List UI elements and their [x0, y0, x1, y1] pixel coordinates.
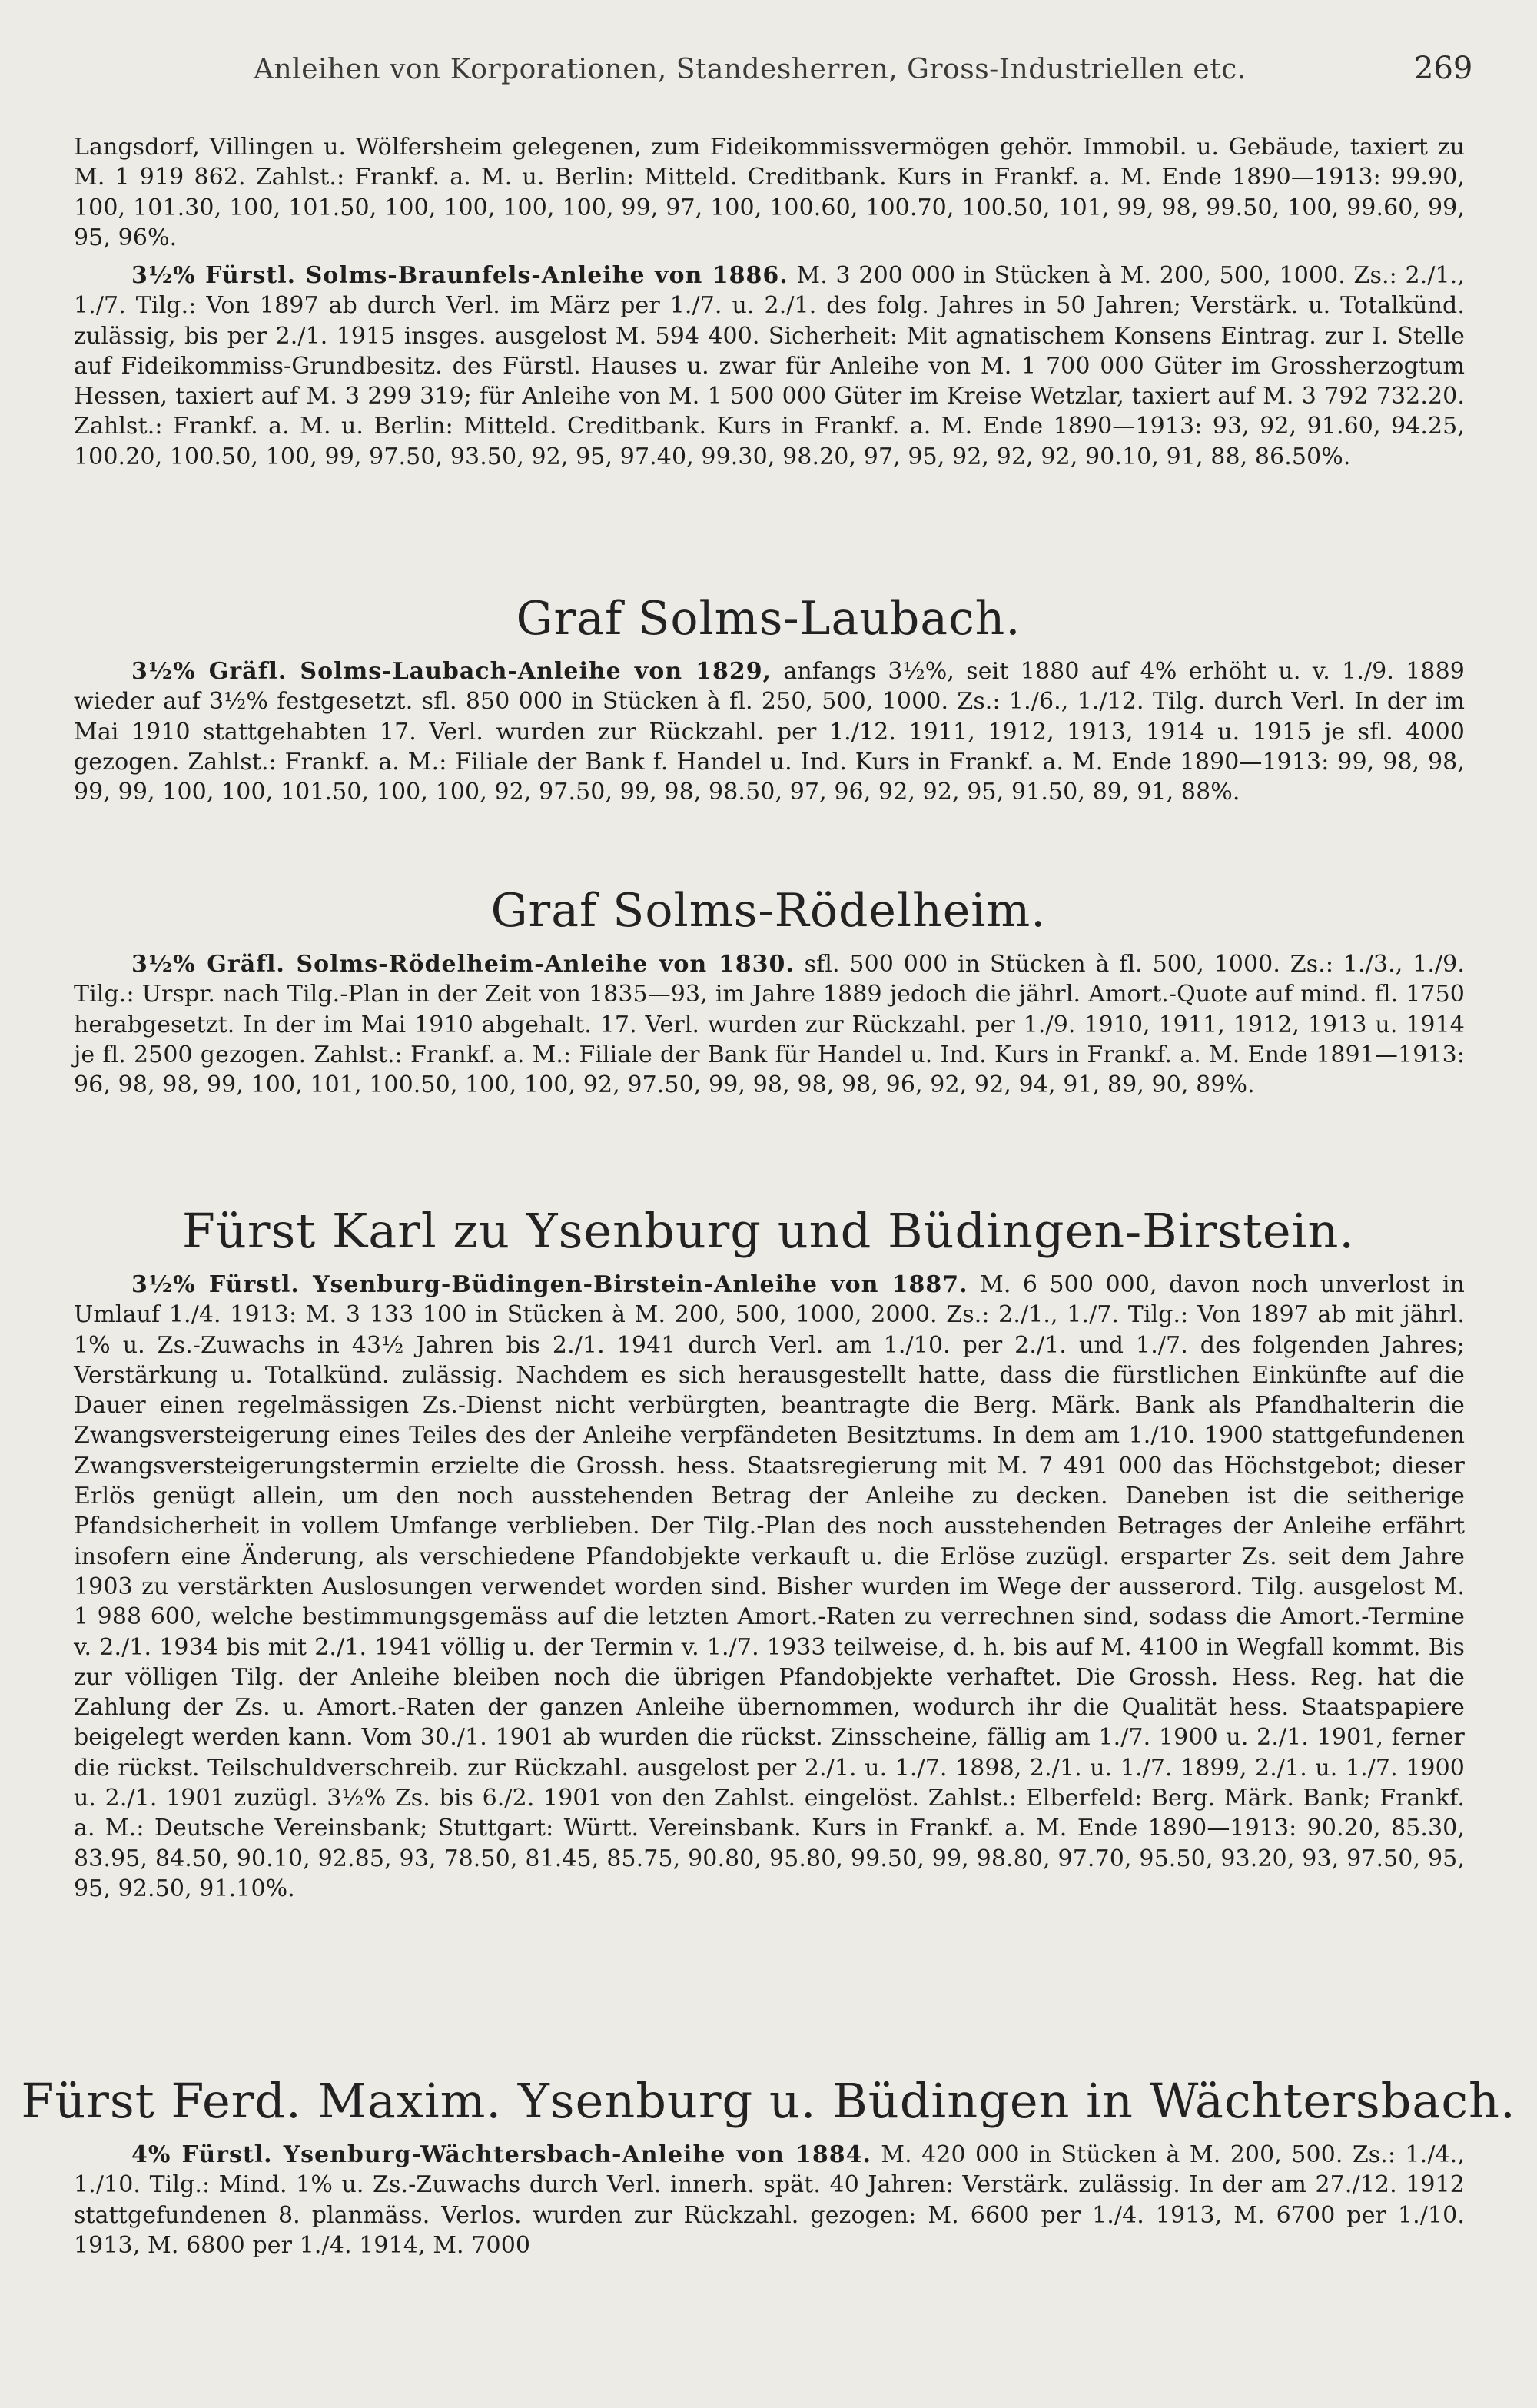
langsdorf-text: Langsdorf, Villingen u. Wölfersheim gelegenen, zum Fideikommissvermögen gehör. Immobil. u. Gebäude, taxiert zu M. 1 919 862. Zahlst.: Frankf. a. M. u. Berlin: Mitteld. Creditbank. Kurs in Frankf. a. M. Ende 1890—1913: 99.90, 100, 101.30, 100, 101.50, 100, 100, 100, 100, 99, 97, 100, 100.60, 100.70, 100.50, 101, 99, 98, 99.50, 100, 99.60, 99, 95, 96%.	[74, 134, 1465, 251]
running-title: Anleihen von Korporationen, Standesherren, Gross-Industriellen etc.	[254, 54, 1247, 85]
braunfels-title: 3½% Fürstl. Solms-Braunfels-Anleihe von 1886.	[131, 262, 788, 289]
solms-roedelheim-title: 3½% Gräfl. Solms-Rödelheim-Anleihe von 1830.	[131, 951, 795, 978]
waechtersbach-heading: Fürst Ferd. Maxim. Ysenburg u. Büdingen in Wächtersbach.	[21, 2073, 1516, 2129]
solms-laubach-body: anfangs 3½%, seit 1880 auf 4% erhöht u. v. 1./9. 1889 wieder auf 3½% festgesetzt. sfl. 850 000 in Stücken à fl. 250, 500, 1000. Zs.: 1./6., 1./12. Tilg. durch Verl. In der im Mai 1910 stattgehabten 17. Verl. wurden zur Rückzahl. per 1./12. 1911, 1912, 1913, 1914 u. 1915 je sfl. 4000 gezogen. Zahlst.: Frankf. a. M.: Filiale der Bank f. Handel u. Ind. Kurs in Frankf. a. M. Ende 1890—1913: 99, 98, 98, 99, 99, 100, 100, 101.50, 100, 100, 92, 97.50, 99, 98, 98.50, 97, 96, 92, 92, 95, 91.50, 89, 91, 88%.	[74, 658, 1465, 806]
ysenburg-birstein-entry	[74, 1270, 1465, 1904]
ysenburg-birstein-heading: Fürst Karl zu Ysenburg und Büdingen-Birstein.	[181, 1203, 1356, 1259]
solms-laubach-paragraph	[74, 656, 1465, 807]
braunfels-paragraph	[74, 261, 1465, 472]
page-number: 269	[1414, 51, 1473, 86]
ysenburg-birstein-body: M. 6 500 000, davon noch unverlost in Umlauf 1./4. 1913: M. 3 133 100 in Stücken à M. 200, 500, 1000, 2000. Zs.: 2./1., 1./7. Tilg.: Von 1897 ab mit jährl. 1% u. Zs.-Zuwachs in 43½ Jahren bis 2./1. 1941 durch Verl. am 1./10. per 2./1. und 1./7. des folgenden Jahres; Verstärkung u. Totalkünd. zulässig. Nachdem es sich herausgestellt hatte, dass die fürstlichen Einkünfte auf die Dauer einen regelmässigen Zs.-Dienst nicht verbürgten, beantragte die Berg. Märk. Bank als Pfandhalterin die Zwangsversteigerung eines Teiles des der Anleihe verpfändeten Besitztums. In dem am 1./10. 1900 stattgefundenen Zwangsversteigerungstermin erzielte die Grossh. hess. Staatsregierung mit M. 7 491 000 das Höchstgebot; dieser Erlös genügt allein, um den noch ausstehenden Betrag der Anleihe zu decken. Daneben ist die seitherige Pfandsicherheit in vollem Umfange verblieben. Der Tilg.-Plan des noch ausstehenden Betrages der Anleihe erfährt insofern eine Änderung, als verschiedene Pfandobjekte verkauft u. die Erlöse zuzügl. ersparter Zs. seit dem Jahre 1903 zu verstärkten Auslosungen verwendet worden sind. Bisher wurden im Wege der ausserord. Tilg. ausgelost M. 1 988 600, welche bestimmungsgemäss auf die letzten Amort.-Raten zu verrechnen sind, sodass die Amort.-Termine v. 2./1. 1934 bis mit 2./1. 1941 völlig u. der Termin v. 1./7. 1933 teilweise, d. h. bis auf M. 4100 in Wegfall kommt. Bis zur völligen Tilg. der Anleihe bleiben noch die übrigen Pfandobjekte verhaftet. Die Grossh. Hess. Reg. hat die Zahlung der Zs. u. Amort.-Raten der ganzen Anleihe übernommen, wodurch ihr die Qualität hess. Staatspapiere beigelegt werden kann. Vom 30./1. 1901 ab wurden die rückst. Zinsscheine, fällig am 1./7. 1900 u. 2./1. 1901, ferner die rückst. Teilschuldverschreib. zur Rückzahl. ausgelost per 2./1. u. 1./7. 1898, 2./1. u. 1./7. 1899, 2./1. u. 1./7. 1900 u. 2./1. 1901 zuzügl. 3½% Zs. bis 6./2. 1901 von den Zahlst. eingelöst. Zahlst.: Elberfeld: Berg. Märk. Bank; Frankf. a. M.: Deutsche Vereinsbank; Stuttgart: Württ. Vereinsbank. Kurs in Frankf. a. M. Ende 1890—1913: 90.20, 85.30, 83.95, 84.50, 90.10, 92.85, 93, 78.50, 81.45, 85.75, 90.80, 95.80, 99.50, 99, 98.80, 97.70, 95.50, 93.20, 93, 97.50, 95, 95, 92.50, 91.10%.	[74, 1271, 1465, 1902]
solms-roedelheim-body: sfl. 500 000 in Stücken à fl. 500, 1000. Zs.: 1./3., 1./9. Tilg.: Urspr. nach Tilg.-Plan in der Zeit von 1835—93, im Jahre 1889 jedoch die jährl. Amort.-Quote auf mind. fl. 1750 herabgesetzt. In der im Mai 1910 abgehalt. 17. Verl. wurden zur Rückzahl. per 1./9. 1910, 1911, 1912, 1913 u. 1914 je fl. 2500 gezogen. Zahlst.: Frankf. a. M.: Filiale der Bank für Handel u. Ind. Kurs in Frankf. a. M. Ende 1891—1913: 96, 98, 98, 99, 100, 101, 100.50, 100, 100, 92, 97.50, 99, 98, 98, 98, 96, 92, 92, 94, 91, 89, 90, 89%.	[74, 951, 1465, 1099]
waechtersbach-entry	[74, 2140, 1465, 2260]
solms-laubach-heading: Graf Solms-Laubach.	[516, 592, 1021, 646]
ysenburg-birstein-paragraph	[74, 1270, 1465, 1904]
braunfels-body: M. 3 200 000 in Stücken à M. 200, 500, 1000. Zs.: 2./1., 1./7. Tilg.: Von 1897 ab durch Verl. im März per 1./7. u. 2./1. des folg. Jahres in 50 Jahren; Verstärk. u. Totalkünd. zulässig, bis per 2./1. 1915 insges. ausgelost M. 594 400. Sicherheit: Mit agnatischem Konsens Eintrag. zur I. Stelle auf Fideikommiss-Grundbesitz. des Fürstl. Hauses u. zwar für Anleihe von M. 1 700 000 Güter im Grossherzogtum Hessen, taxiert auf M. 3 299 319; für Anleihe von M. 1 500 000 Güter im Kreise Wetzlar, taxiert auf M. 3 792 732.20. Zahlst.: Frankf. a. M. u. Berlin: Mitteld. Creditbank. Kurs in Frankf. a. M. Ende 1890—1913: 93, 92, 91.60, 94.25, 100.20, 100.50, 100, 99, 97.50, 93.50, 92, 95, 97.40, 99.30, 98.20, 97, 95, 92, 92, 92, 90.10, 91, 88, 86.50%.	[74, 262, 1466, 470]
ysenburg-birstein-title: 3½% Fürstl. Ysenburg-Büdingen-Birstein-Anleihe von 1887.	[131, 1271, 968, 1298]
solms-laubach-entry	[74, 656, 1465, 807]
solms-roedelheim-paragraph	[74, 949, 1465, 1100]
waechtersbach-paragraph	[74, 2140, 1465, 2260]
solms-roedelheim-heading: Graf Solms-Rödelheim.	[490, 884, 1047, 938]
solms-roedelheim-entry	[74, 949, 1465, 1100]
solms-laubach-title: 3½% Gräfl. Solms-Laubach-Anleihe von 1829,	[131, 658, 772, 685]
langsdorf-paragraph	[74, 132, 1465, 253]
waechtersbach-title: 4% Fürstl. Ysenburg-Wächtersbach-Anleihe von 1884.	[131, 2141, 871, 2168]
waechtersbach-body: M. 420 000 in Stücken à M. 200, 500. Zs.: 1./4., 1./10. Tilg.: Mind. 1% u. Zs.-Zuwachs durch Verl. innerh. spät. 40 Jahren: Verstärk. zulässig. In der am 27./12. 1912 stattgefundenen 8. planmäss. Verlos. wurden zur Rückzahl. gezogen: M. 6600 per 1./4. 1913, M. 6700 per 1./10. 1913, M. 6800 per 1./4. 1914, M. 7000	[74, 2141, 1466, 2259]
braunfels-entry	[74, 261, 1465, 472]
